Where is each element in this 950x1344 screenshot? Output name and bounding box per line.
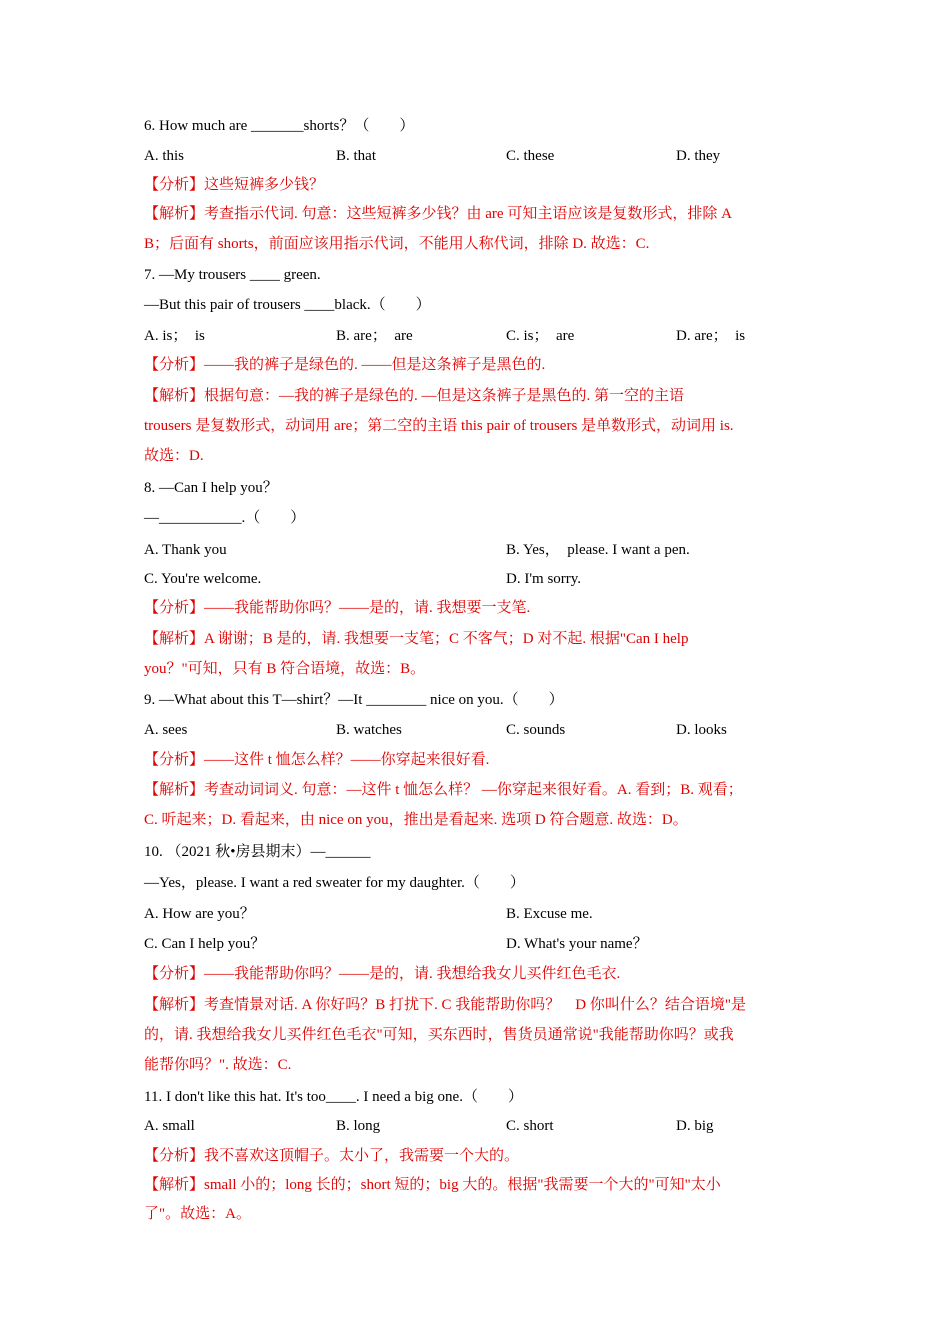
q11-option-d: D. big <box>676 1118 714 1134</box>
q7-option-b: B. are； are <box>336 328 413 344</box>
q11-explanation-line1: 【解析】small 小的；long 长的；short 短的；big 大的。根据"我需要一个大的"可知"太小 <box>144 1177 721 1193</box>
q6-explanation-line1: 【解析】考查指示代词. 句意：这些短裤多少钱？由 are 可知主语应该是复数形式，排除 A <box>144 206 732 222</box>
q7-option-a: A. is； is <box>144 328 205 344</box>
q7-stem-line1: 7. —My trousers ____ green. <box>144 267 321 283</box>
q9-analysis: 【分析】——这件 t 恤怎么样？——你穿起来很好看. <box>144 752 490 768</box>
q7-stem-line2: —But this pair of trousers ____black.（ ） <box>144 297 431 313</box>
q7-option-c: C. is； are <box>506 328 575 344</box>
q6-stem: 6. How much are _______shorts？（ ） <box>144 118 415 134</box>
q6-option-d: D. they <box>676 148 721 164</box>
q9-option-d: D. looks <box>676 722 727 738</box>
q11-option-a: A. small <box>144 1118 195 1134</box>
q8-explanation-line1: 【解析】A 谢谢；B 是的，请. 我想要一支笔；C 不客气；D 对不起. 根据"Can I help <box>144 631 689 647</box>
q9-option-b: B. watches <box>336 722 402 738</box>
q9-stem: 9. —What about this T—shirt？—It ________ nice on you.（ ） <box>144 692 564 708</box>
q10-analysis: 【分析】——我能帮助你吗？——是的，请. 我想给我女儿买件红色毛衣. <box>144 966 621 982</box>
q11-stem: 11. I don't like this hat. It's too____. I need a big one.（ ） <box>144 1089 523 1105</box>
q8-analysis: 【分析】——我能帮助你吗？——是的，请. 我想要一支笔. <box>144 600 531 616</box>
q8-option-b: B. Yes， please. I want a pen. <box>506 542 690 558</box>
q11-option-c: C. short <box>506 1118 554 1134</box>
q8-explanation-line2: you？"可知，只有 B 符合语境，故选：B。 <box>144 661 426 677</box>
q10-option-c: C. Can I help you？ <box>144 936 266 952</box>
q9-option-c: C. sounds <box>506 722 566 738</box>
q6-explanation-line2: B；后面有 shorts，前面应该用指示代词，不能用人称代词，排除 D. 故选：C. <box>144 236 650 252</box>
q6-option-a: A. this <box>144 148 185 164</box>
q9-explanation-line1: 【解析】考查动词词义. 句意：—这件 t 恤怎么样？ —你穿起来很好看。A. 看到；B. 观看； <box>144 782 743 798</box>
q10-stem-line1: 10. （2021 秋•房县期末）—______ <box>144 844 371 860</box>
q10-explanation-line2: 的，请. 我想给我女儿买件红色毛衣"可知，买东西时，售货员通常说"我能帮助你吗？或我 <box>144 1027 734 1043</box>
q11-option-b: B. long <box>336 1118 381 1134</box>
q7-option-d: D. are； is <box>676 328 746 344</box>
q8-option-d: D. I'm sorry. <box>506 571 582 587</box>
q9-explanation-line2: C. 听起来；D. 看起来，由 nice on you，推出是看起来. 选项 D 符合题意. 故选：D。 <box>144 812 688 828</box>
q9-option-a: A. sees <box>144 722 188 738</box>
q10-option-d: D. What's your name？ <box>506 936 648 952</box>
q8-option-a: A. Thank you <box>144 542 227 558</box>
q6-analysis: 【分析】这些短裤多少钱？ <box>144 177 325 193</box>
q7-explanation-line3: 故选：D. <box>144 448 204 464</box>
q11-analysis: 【分析】我不喜欢这顶帽子。太小了，我需要一个大的。 <box>144 1148 520 1164</box>
q10-explanation-line1: 【解析】考查情景对话. A 你好吗？B 打扰下. C 我能帮助你吗？ D 你叫什么？结合语境"是 <box>144 997 746 1013</box>
q8-stem-line1: 8. —Can I help you？ <box>144 480 278 496</box>
q7-explanation-line2: trousers 是复数形式，动词用 are；第二空的主语 this pair of trousers 是单数形式，动词用 is. <box>144 418 734 434</box>
q7-explanation-line1: 【解析】根据句意：—我的裤子是绿色的. —但是这条裤子是黑色的. 第一空的主语 <box>144 388 685 404</box>
q8-option-c: C. You're welcome. <box>144 571 262 587</box>
q10-stem-line2: —Yes，please. I want a red sweater for my daughter.（ ） <box>144 875 525 891</box>
q11-explanation-line2: 了"。故选：A。 <box>144 1206 251 1222</box>
q6-option-c: C. these <box>506 148 555 164</box>
q10-explanation-line3: 能帮你吗？". 故选：C. <box>144 1057 292 1073</box>
q10-option-b: B. Excuse me. <box>506 906 593 922</box>
q10-option-a: A. How are you？ <box>144 906 255 922</box>
q7-analysis: 【分析】——我的裤子是绿色的. ——但是这条裤子是黑色的. <box>144 357 546 373</box>
q6-option-b: B. that <box>336 148 376 164</box>
q8-stem-line2: —___________.（ ） <box>144 510 306 526</box>
